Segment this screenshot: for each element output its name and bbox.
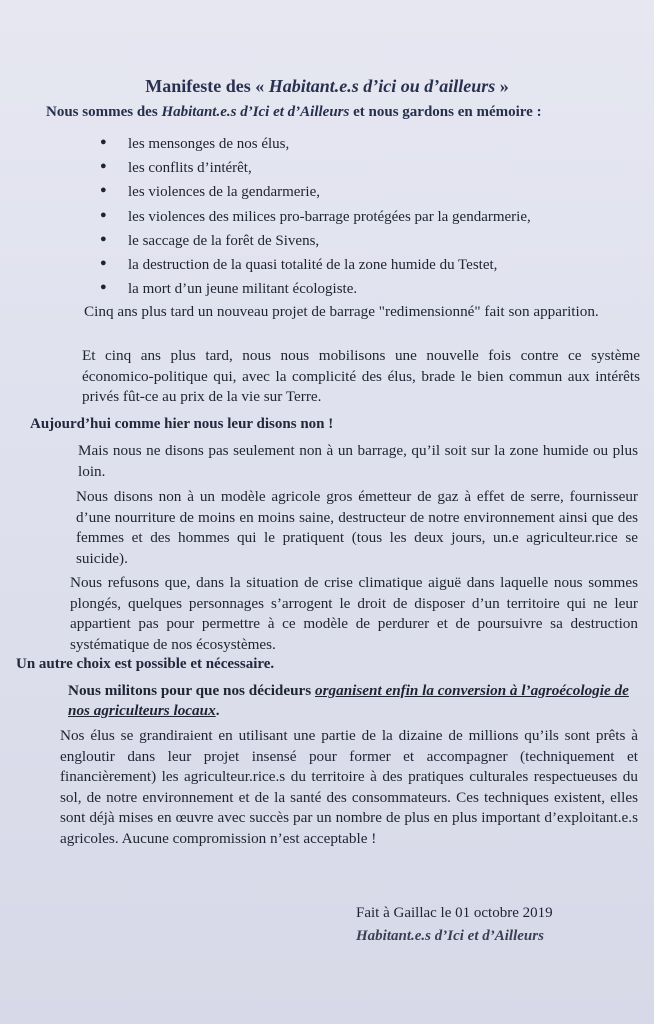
paragraph-new-project: Cinq ans plus tard un nouveau projet de barrage "redimensionné" fait son apparition. — [84, 303, 599, 320]
bullet-icon: ● — [100, 184, 107, 197]
list-item: ● la mort d’un jeune militant écologiste. — [92, 277, 531, 301]
paragraph-agricultural-model: Nous disons non à un modèle agricole gros émetteur de gaz à effet de serre, fournisseur d’une nourriture de moins en moins saine, destructeur de notre environnement ainsi que des femmes et des hommes qui le pratiquent (tous les deux jours, un.e agriculteur.rice se suicide). — [76, 488, 638, 567]
heading-today: Aujourd’hui comme hier nous leur disons non ! — [30, 416, 334, 432]
signature-author: Habitant.e.s d’Ici et d’Ailleurs — [356, 928, 544, 944]
list-item: ● les conflits d’intérêt, — [92, 156, 531, 180]
bullet-icon: ● — [100, 208, 107, 221]
paragraph-not-only-dam: Mais nous ne disons pas seulement non à un barrage, qu’il soit sur la zone humide ou plus loin. — [78, 442, 638, 480]
heading-other-choice: Un autre choix est possible et nécessaire. — [16, 656, 275, 672]
paragraph-militons: Nous militons pour que nos décideurs organisent enfin la conversion à l’agroécologie de nos agriculteurs locaux. — [68, 682, 629, 719]
signature-place-date: Fait à Gaillac le 01 octobre 2019 — [356, 905, 553, 921]
list-item: ● les mensonges de nos élus, — [92, 132, 531, 156]
paragraph-refusal: Nous refusons que, dans la situation de crise climatique aiguë dans laquelle nous sommes plongés, quelques personnages s’arrogent le droit de disposer d’un territoire qui ne leur appartient pas pour permettre à ce modèle de perdurer et de poursuivre sa destruction systématique de nos écosystèmes. — [70, 574, 638, 653]
agroecology-link-text: organisent enfin la conversion à l’agroécologie de nos agriculteurs locaux — [68, 682, 629, 719]
list-item: ● la destruction de la quasi totalité de la zone humide du Testet, — [92, 253, 531, 277]
list-item: ● les violences de la gendarmerie, — [92, 180, 531, 204]
paragraph-elected-officials: Nos élus se grandiraient en utilisant une partie de la dizaine de millions qu’ils sont prêts à engloutir dans leur projet insensé pour former et accompagner (techniquement et financièrement) les agriculteur.rice.s du territoire à des pratiques culturales respectueuses du sol, de notre environnement et de la santé des consommateurs. Ces techniques existent, elles sont déjà mises en œuvre avec succès par un nombre de plus en plus important d’exploitant.e.s agricoles. Aucune compromission n’est acceptable ! — [60, 727, 638, 847]
bullet-icon: ● — [100, 281, 107, 294]
document-title: Manifeste des « Habitant.e.s d’ici ou d’ailleurs » — [145, 76, 509, 97]
bullet-icon: ● — [100, 232, 107, 245]
bullet-icon: ● — [100, 136, 107, 148]
bullet-icon: ● — [100, 160, 107, 173]
memory-lead: Nous sommes des Habitant.e.s d’Ici et d’Ailleurs et nous gardons en mémoire : — [46, 104, 542, 120]
memory-list — [92, 132, 531, 301]
bullet-icon: ● — [100, 256, 107, 269]
list-item: ● le saccage de la forêt de Sivens, — [92, 229, 531, 253]
list-item: ● les violences des milices pro-barrage protégées par la gendarmerie, — [92, 205, 531, 229]
paragraph-mobilisation: Et cinq ans plus tard, nous nous mobilisons une nouvelle fois contre ce système économico-politique qui, avec la complicité des élus, brade le bien commun aux intérêts privés fût-ce au prix de la vie sur Terre. — [82, 347, 640, 405]
